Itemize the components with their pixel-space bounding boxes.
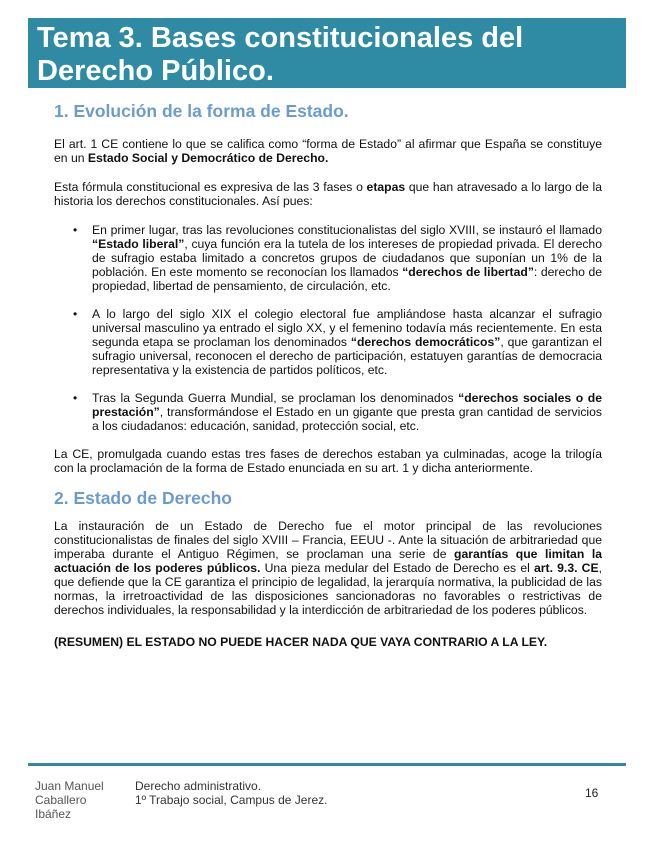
section-heading-estado-derecho: 2. Estado de Derecho bbox=[54, 488, 232, 508]
text-run: En primer lugar, tras las revoluciones constitucionalistas del siglo XVIII, se instauró el llamado bbox=[92, 223, 602, 237]
bold-run: art. 9.3. CE bbox=[534, 561, 599, 575]
text-run: que han atravesado a lo largo de la historia los derechos constitucionales. Así pues: bbox=[54, 180, 602, 208]
text-run: Tras la Segunda Guerra Mundial, se proclaman los denominados bbox=[92, 391, 459, 405]
summary-line: (RESUMEN) EL ESTADO NO PUEDE HACER NADA QUE VAYA CONTRARIO A LA LEY. bbox=[54, 635, 548, 649]
course-line: Derecho administrativo. bbox=[135, 779, 262, 793]
course-line: 1º Trabajo social, Campus de Jerez. bbox=[135, 793, 328, 807]
bullet-icon: • bbox=[73, 391, 78, 405]
paragraph-art1 bbox=[54, 137, 602, 165]
bold-run: “derechos sociales o de prestación” bbox=[92, 391, 602, 419]
text-run: Una pieza medular del Estado de Derecho es el bbox=[260, 561, 534, 575]
page-title: Tema 3. Bases constitucionales del Derecho Público. bbox=[37, 22, 524, 87]
bold-run: etapas bbox=[366, 180, 406, 194]
text-run: La instauración de un Estado de Derecho fue el motor principal de las revoluciones constitucionalistas de finales del siglo XVIII – Francia, EEUU -. Ante la situación de arbitrariedad que imperaba durante el Antiguo Régimen, se proclaman una serie de bbox=[54, 519, 602, 561]
list-item bbox=[54, 307, 602, 377]
author-line: Caballero bbox=[35, 793, 87, 807]
text-run: , que defiende que la CE garantiza el principio de legalidad, la jerarquía normativa, la publicidad de las normas, la irretroactividad de las disposiciones sancionadoras no favorables o restrictivas de derechos individuales, la responsabilidad y la interdicción de arbitrariedad de los poderes públicos. bbox=[54, 561, 602, 617]
text-run: , que garantizan el sufragio universal, reconocen el derecho de participación, estatuyen garantías de democracia representativa y la existencia de partidos políticos, etc. bbox=[92, 335, 602, 377]
bold-run: “derechos democráticos” bbox=[350, 335, 501, 349]
author-line: Juan Manuel bbox=[35, 779, 104, 793]
list-item bbox=[54, 223, 602, 293]
text-run: , cuya función era la tutela de los intereses de propiedad privada. El derecho de sufragio estaba limitado a concretos grupos de ciudadanos que suponían un 1% de la población. En este momento se reconocían los llamados bbox=[92, 237, 602, 279]
author-line: Ibáñez bbox=[35, 807, 72, 821]
bold-run: garantías que limitan la actuación de los poderes públicos. bbox=[54, 547, 602, 575]
text-run: A lo largo del siglo XIX el colegio electoral fue ampliándose hasta alcanzar el sufragio universal masculino ya entrado el siglo XX, y el femenino todavía más recientemente. En esta segunda etapa se proclaman los denominados bbox=[92, 307, 602, 349]
bold-run: “derechos de libertad” bbox=[402, 265, 534, 279]
bullet-icon: • bbox=[73, 223, 78, 237]
section-heading-evolucion: 1. Evolución de la forma de Estado. bbox=[54, 101, 349, 121]
paragraph-trilogia: La CE, promulgada cuando estas tres fases de derechos estaban ya culminadas, acoge la trilogía con la proclamación de la forma de Estado enunciada en su art. 1 y dicha anteriormente. bbox=[54, 447, 602, 475]
list-item bbox=[54, 391, 602, 433]
paragraph-formula bbox=[54, 180, 602, 208]
title-banner bbox=[28, 18, 626, 88]
footer-divider bbox=[28, 763, 626, 766]
bold-run: Estado Social y Democrático de Derecho. bbox=[87, 151, 329, 165]
bullet-icon: • bbox=[73, 307, 78, 321]
text-run: : derecho de propiedad, libertad de pensamiento, de circulación, etc. bbox=[92, 265, 602, 293]
text-run: Esta fórmula constitucional es expresiva de las 3 fases o bbox=[54, 180, 367, 194]
bold-run: “Estado liberal” bbox=[92, 237, 185, 251]
page-number: 16 bbox=[585, 786, 599, 800]
text-run: , transformándose el Estado en un gigante que presta gran cantidad de servicios a los ciudadanos: educación, sanidad, protección social, etc. bbox=[92, 405, 602, 433]
footer-course bbox=[135, 779, 327, 807]
etapas-list bbox=[54, 223, 602, 433]
document-body bbox=[54, 97, 602, 649]
text-run: El art. 1 CE contiene lo que se califica como “forma de Estado” al afirmar que España se constituye en un bbox=[54, 137, 602, 165]
footer-author bbox=[35, 779, 125, 821]
paragraph-estado-derecho bbox=[54, 519, 602, 617]
